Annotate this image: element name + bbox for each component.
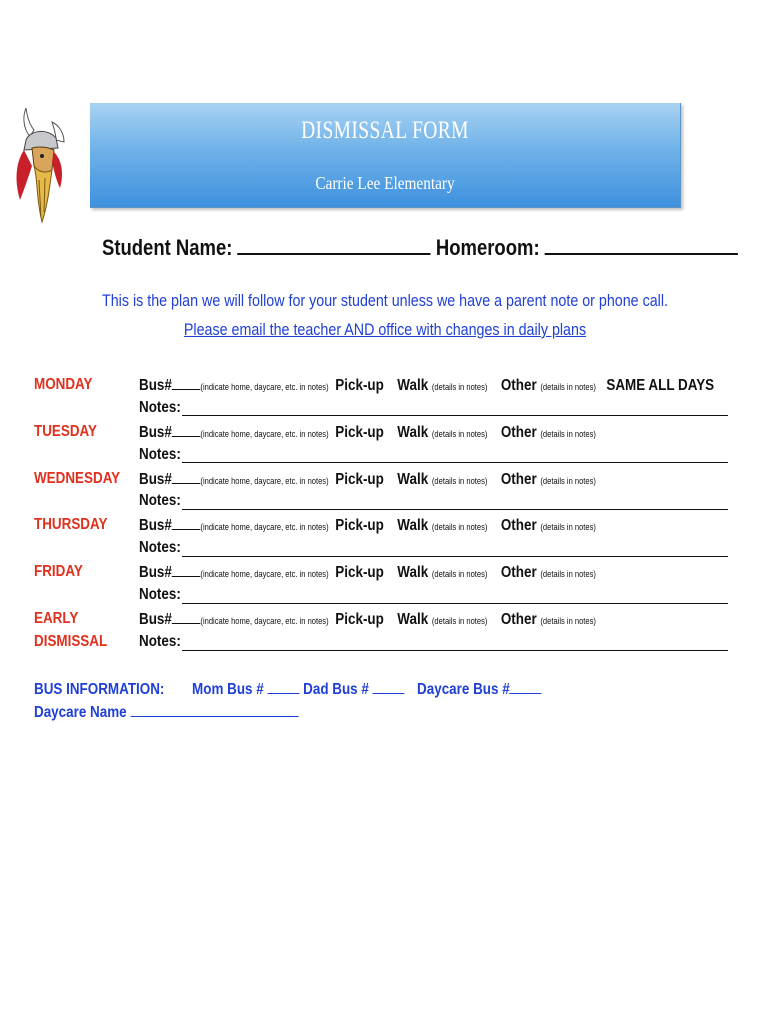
walk-option[interactable]: Walk [397,517,429,534]
walk-note: (details in notes) [431,476,488,486]
walk-option[interactable]: Walk [397,424,429,441]
pickup-option[interactable]: Pick-up [335,471,384,488]
bus-option[interactable]: Bus# [139,471,172,488]
other-note: (details in notes) [540,616,596,626]
other-option[interactable]: Other [500,424,537,441]
options-row-friday [139,561,596,583]
day-label-friday: FRIDAY [34,563,83,580]
notes-field-tuesday[interactable] [182,461,728,463]
bus-note: (indicate home, daycare, etc. in notes) [200,569,329,579]
viking-logo-icon [8,100,70,225]
pickup-option[interactable]: Pick-up [335,564,384,581]
bus-note: (indicate home, daycare, etc. in notes) [200,382,329,392]
other-option[interactable]: Other [500,471,537,488]
pickup-option[interactable]: Pick-up [335,424,384,441]
dad-bus-label: Dad Bus # [303,681,369,698]
plan-statement: This is the plan we will follow for your student unless we have a parent note or phone call. [102,291,668,310]
other-note: (details in notes) [540,569,596,579]
daycare-bus-label: Daycare Bus # [417,681,510,698]
bus-note: (indicate home, daycare, etc. in notes) [200,616,329,626]
walk-note: (details in notes) [431,429,488,439]
options-row-tuesday [139,421,596,443]
walk-note: (details in notes) [431,569,488,579]
student-info-line [102,233,738,261]
day-label-thursday: THURSDAY [34,516,108,533]
bus-option[interactable]: Bus# [139,424,172,441]
walk-option[interactable]: Walk [397,377,429,394]
bus-information-row [34,679,542,701]
form-title: DISMISSAL FORM [301,117,469,144]
notes-field-friday[interactable] [182,602,728,604]
bus-note: (indicate home, daycare, etc. in notes) [200,522,329,532]
bus-option[interactable]: Bus# [139,611,172,628]
bus-note: (indicate home, daycare, etc. in notes) [200,429,329,439]
notes-field-monday[interactable] [182,414,728,416]
bus-option[interactable]: Bus# [139,517,172,534]
walk-note: (details in notes) [431,382,488,392]
bus-option[interactable]: Bus# [139,377,172,394]
other-option[interactable]: Other [500,611,537,628]
student-name-label: Student Name: [102,235,233,260]
mom-bus-label: Mom Bus # [192,681,264,698]
day-label-tuesday: TUESDAY [34,423,97,440]
day-label-dismissal: DISMISSAL [34,633,108,650]
same-all-days-option[interactable]: SAME ALL DAYS [606,377,715,394]
day-label-early: EARLY [34,610,79,627]
pickup-option[interactable]: Pick-up [335,611,384,628]
other-note: (details in notes) [540,382,596,392]
homeroom-field[interactable] [545,233,738,255]
daycare-name-label: Daycare Name [34,704,127,721]
other-option[interactable]: Other [500,517,537,534]
options-row-monday [139,374,714,396]
day-label-wednesday: WEDNESDAY [34,470,121,487]
bus-option[interactable]: Bus# [139,564,172,581]
options-row-wednesday [139,468,596,490]
other-note: (details in notes) [540,476,596,486]
walk-option[interactable]: Walk [397,611,429,628]
bus-note: (indicate home, daycare, etc. in notes) [200,476,329,486]
bus-number-field[interactable] [172,374,201,390]
student-name-field[interactable] [238,233,431,255]
notes-field-early-dismissal[interactable] [182,649,728,651]
bus-number-field[interactable] [172,421,201,437]
email-instruction: Please email the teacher AND office with changes in daily plans [183,320,587,339]
title-banner [90,103,681,208]
mom-bus-field[interactable] [267,679,299,694]
bus-number-field[interactable] [172,561,201,577]
walk-note: (details in notes) [431,522,488,532]
dad-bus-field[interactable] [373,679,405,694]
homeroom-label: Homeroom: [435,235,540,260]
pickup-option[interactable]: Pick-up [335,377,384,394]
daycare-bus-field[interactable] [510,679,542,694]
day-label-monday: MONDAY [34,376,93,393]
bus-information-label: BUS INFORMATION: [34,681,165,698]
walk-note: (details in notes) [431,616,488,626]
bus-number-field[interactable] [172,514,201,530]
school-name: Carrie Lee Elementary [315,173,455,193]
notes-label: Notes: [139,633,181,650]
notes-label: Notes: [139,539,181,556]
walk-option[interactable]: Walk [397,564,429,581]
daycare-name-field[interactable] [130,702,298,717]
other-option[interactable]: Other [500,564,537,581]
other-note: (details in notes) [540,522,596,532]
notes-label: Notes: [139,586,181,603]
notes-label: Notes: [139,492,181,509]
bus-number-field[interactable] [172,468,201,484]
other-option[interactable]: Other [500,377,537,394]
daycare-name-row [34,702,298,724]
bus-number-field[interactable] [172,608,201,624]
pickup-option[interactable]: Pick-up [335,517,384,534]
notes-label: Notes: [139,399,181,416]
notes-label: Notes: [139,446,181,463]
walk-option[interactable]: Walk [397,471,429,488]
notes-field-thursday[interactable] [182,555,728,557]
options-row-thursday [139,514,596,536]
other-note: (details in notes) [540,429,596,439]
notes-field-wednesday[interactable] [182,508,728,510]
options-row-early-dismissal [139,608,596,630]
